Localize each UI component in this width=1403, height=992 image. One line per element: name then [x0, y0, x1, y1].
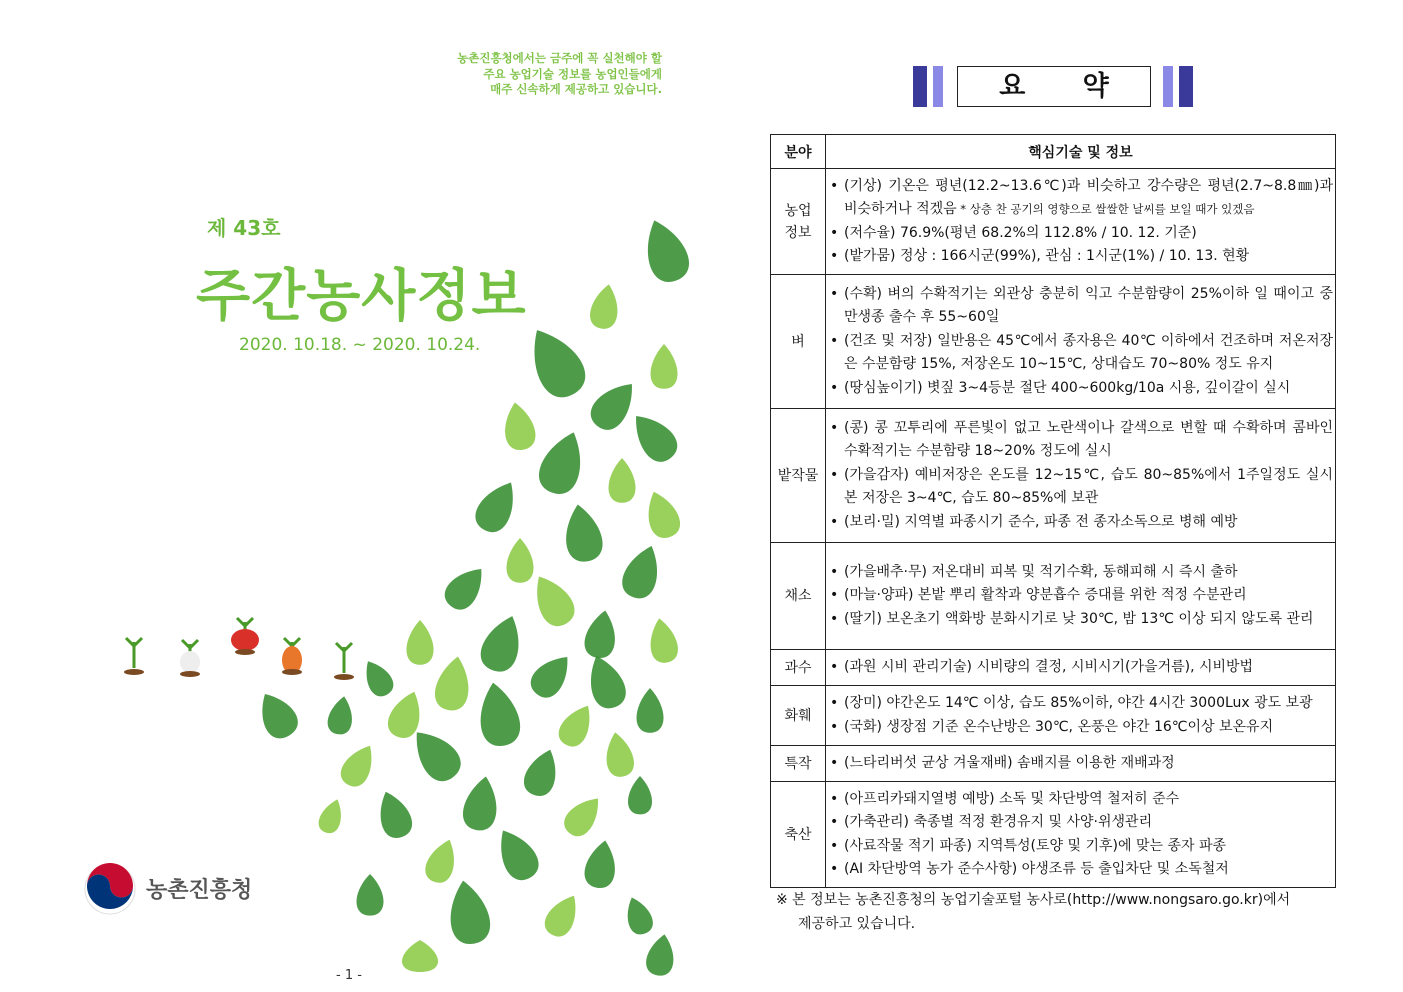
list-item: • (땅심높이기) 볏짚 3~4등분 절단 400~600kg/10a 시용, 깊이갈이 실시: [830, 377, 1333, 401]
list-item: • (장미) 야간온도 14℃ 이상, 습도 85%이하, 야간 4시간 3000Lux 광도 보광: [830, 692, 1333, 716]
vegetable-icon: [231, 618, 259, 655]
leaf-shape: [644, 932, 678, 978]
organization-name: 농촌진흥청: [146, 878, 253, 903]
leaf-shape: [422, 835, 463, 886]
leaf-shape: [560, 501, 605, 564]
leaf-shape: [372, 787, 417, 842]
leaf-shape: [520, 745, 565, 800]
list-item: • (가을감자) 예비저장은 온도를 12~15℃, 습도 80~85%에서 1주일정도 실시 본 저장은 3~4℃, 습도 80~85%에 보관: [830, 464, 1333, 511]
field-cell: 채소: [771, 543, 826, 650]
table-row: [771, 686, 1336, 746]
title-bar-right: [1179, 66, 1193, 107]
cover-date: 2020. 10.18. ~ 2020. 10.24.: [239, 335, 481, 355]
leaf-shape: [402, 940, 438, 972]
leaf-shape: [407, 620, 434, 665]
list-item: • (사료작물 적기 파종) 지역특성(토양 및 기후)에 맞는 종자 파종: [830, 835, 1333, 859]
item-list: [830, 692, 1333, 739]
footnote-line: ※ 본 정보는 농촌진흥청의 농업기술포털 농사로(http://www.nongsaro.go.kr)에서: [776, 892, 1291, 908]
title-bar-right-accent: [1163, 66, 1173, 107]
issue-number: 제 43호: [207, 216, 281, 240]
leaf-shape: [602, 730, 636, 779]
field-cell: 농업 정보: [771, 169, 826, 275]
leaf-shape: [525, 568, 581, 632]
leaf-shape: [540, 889, 586, 941]
item-list: [830, 283, 1333, 401]
leaf-shape: [588, 282, 622, 331]
leaf-shape: [432, 654, 474, 713]
title-bar-left: [913, 66, 927, 107]
leaf-shape: [489, 822, 545, 886]
leaf-shape: [559, 790, 608, 842]
list-item: • (느타리버섯 균상 겨울재배) 솜배지를 이용한 재배과정: [830, 752, 1333, 776]
list-item: • (밭가뭄) 정상 : 166시군(99%), 관심 : 1시군(1%) / 10. 13. 현황: [830, 245, 1333, 269]
footnote: [776, 888, 1348, 936]
leaf-shape: [618, 540, 668, 602]
content-cell: [826, 650, 1336, 686]
leaf-decoration: [0, 0, 700, 992]
content-cell: [826, 543, 1336, 650]
leaf-shape: [646, 616, 680, 665]
item-list: [830, 752, 1333, 776]
leaf-shape: [640, 487, 685, 542]
item-list: [830, 788, 1333, 882]
table-row: [771, 782, 1336, 888]
summary-table: [770, 134, 1336, 888]
leaf-shape: [581, 650, 631, 712]
list-item: • (아프리카돼지열병 예방) 소독 및 차단방역 철저히 준수: [830, 788, 1333, 812]
leaf-shape: [624, 405, 684, 468]
leaf-shape: [326, 694, 356, 736]
list-item: • (가축관리) 축종별 적정 환경유지 및 사양·위생관리: [830, 811, 1333, 835]
leaf-shape: [251, 686, 304, 744]
leaf-shape: [474, 679, 524, 749]
leaf-shape: [621, 893, 657, 937]
leaf-shape: [637, 688, 664, 733]
item-list: [830, 417, 1333, 535]
list-item: • (콩) 콩 꼬투리에 푸른빛이 없고 노란색이나 갈색으로 변할 때 수확하며 콤바인 수확적기는 수분함량 18~20% 정도에 실시: [830, 417, 1333, 464]
vegetable-icon: [124, 638, 144, 675]
leaf-shape: [460, 774, 502, 833]
field-cell: 벼: [771, 275, 826, 409]
content-cell: [826, 686, 1336, 746]
leaf-shape: [533, 426, 592, 499]
leaf-shape: [525, 647, 579, 703]
field-cell: 특작: [771, 746, 826, 782]
intro-line: 매주 신속하게 제공하고 있습니다.: [490, 82, 662, 96]
table-row: [771, 650, 1336, 686]
leaf-shape: [336, 739, 382, 791]
list-item: • (딸기) 보온초기 액화방 분화시기로 낮 30℃, 밤 13℃ 이상 되지 않도록 관리: [830, 608, 1333, 632]
leaf-shape: [470, 474, 526, 538]
leaf-shape: [609, 458, 636, 503]
footnote-line: 제공하고 있습니다.: [798, 916, 916, 932]
leaf-shape: [582, 838, 620, 890]
summary-title: 요 약: [957, 66, 1151, 107]
content-cell: [826, 409, 1336, 543]
table-row: [771, 543, 1336, 650]
list-item: • (마늘·양파) 본밭 뿌리 활착과 양분흡수 증대를 위한 적정 수분관리: [830, 584, 1333, 608]
field-cell: 화훼: [771, 686, 826, 746]
list-item: • (보리·밀) 지역별 파종시기 준수, 파종 전 종자소독으로 병해 예방: [830, 511, 1333, 535]
field-cell: 축산: [771, 782, 826, 888]
table-row: [771, 169, 1336, 275]
list-item: • (기상) 기온은 평년(12.2~13.6℃)과 비슷하고 강수량은 평년(2.7~8.8㎜)과 비슷하거나 적겠음 * 상층 찬 공기의 영향으로 쌀쌀한 날씨를 보일 때가 있겠음: [830, 175, 1333, 222]
item-list: [830, 656, 1333, 680]
intro-line: 농촌진흥청에서는 금주에 꼭 실천해야 할: [457, 51, 662, 65]
leaf-shape: [628, 776, 652, 814]
content-cell: [826, 169, 1336, 275]
leaf-shape: [439, 559, 493, 615]
leaf-shape: [316, 796, 348, 836]
item-list: [830, 561, 1333, 632]
header-content: 핵심기술 및 정보: [826, 135, 1336, 169]
table-row: [771, 746, 1336, 782]
cover-title: 주간농사정보: [196, 264, 527, 329]
leaf-shape: [636, 214, 695, 287]
list-item: • (가을배추·무) 저온대비 피복 및 적기수확, 동해피해 시 즉시 출하: [830, 561, 1333, 585]
vegetable-icon: [282, 638, 302, 675]
leaf-shape: [651, 344, 678, 389]
list-item: • (과원 시비 관리기술) 시비량의 결정, 시비시기(가을거름), 시비방법: [830, 656, 1333, 680]
list-item: • (저수율) 76.9%(평년 68.2%의 112.8% / 10. 12. 기준): [830, 222, 1333, 246]
content-cell: [826, 275, 1336, 409]
table-row: [771, 275, 1336, 409]
leaf-shape: [584, 373, 644, 436]
vegetable-icon: [334, 643, 354, 680]
table-row: [771, 409, 1336, 543]
header-field: 분야: [771, 135, 826, 169]
leaf-shape: [444, 877, 494, 947]
leaf-shape: [507, 538, 534, 583]
list-item: • (국화) 생장점 기준 온수난방은 30℃, 온풍은 야간 16℃이상 보온유지: [830, 716, 1333, 740]
content-cell: [826, 746, 1336, 782]
leaf-shape: [554, 699, 600, 751]
list-item: • (AI 차단방역 농가 준수사항) 야생조류 등 출입차단 및 소독철저: [830, 858, 1333, 882]
intro-line: 주요 농업기술 정보를 농업인들에게: [483, 66, 662, 81]
leaf-shape: [518, 319, 594, 405]
field-cell: 과수: [771, 650, 826, 686]
leaf-shape: [357, 874, 384, 916]
leaf-shape: [476, 610, 530, 676]
rda-logo-icon: [83, 862, 137, 916]
vegetable-icon: [180, 640, 200, 677]
leaf-shape: [500, 400, 538, 452]
weather-note: * 상층 찬 공기의 영향으로 쌀쌀한 날씨를 보일 때가 있겠음: [956, 202, 1255, 216]
leaf-shape: [582, 608, 620, 660]
item-list: [830, 175, 1333, 269]
cover-page: [0, 0, 700, 992]
content-cell: [826, 782, 1336, 888]
list-item: • (수확) 벼의 수확적기는 외관상 충분히 익고 수분함량이 25%이하 일 때이고 중만생종 출수 후 55~60일: [830, 283, 1333, 330]
field-cell: 밭작물: [771, 409, 826, 543]
page-number: - 1 -: [336, 968, 362, 983]
leaf-shape: [358, 655, 398, 700]
cover-intro: [440, 51, 662, 98]
title-bar-left-accent: [933, 66, 943, 107]
list-item: • (건조 및 저장) 일반용은 45℃에서 종자용은 40℃ 이하에서 건조하며 저온저장은 수분함량 15%, 저장온도 10~15℃, 상대습도 70~80% 정도 유지: [830, 330, 1333, 377]
